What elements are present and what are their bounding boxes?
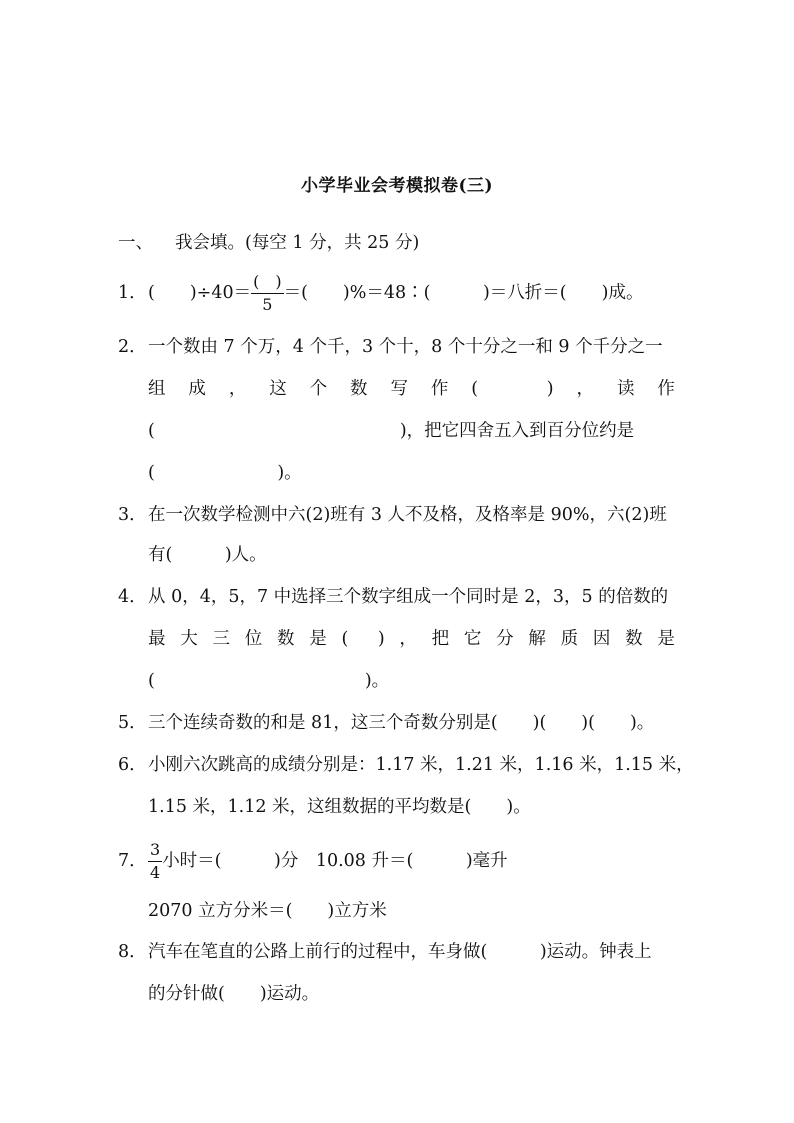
question-number: 8．: [118, 942, 147, 962]
q2-char: 读: [616, 379, 635, 399]
q1-fraction: [251, 274, 284, 313]
q6-text-1: 小刚六次跳高的成绩分别是：1.17 米，1.21 米，1.16 米，1.15 米，: [148, 755, 694, 775]
q4-char: 分: [496, 629, 514, 649]
q4-text-1: 从 0，4，5，7 中选择三个数字组成一个同时是 2，3，5 的倍数的: [148, 587, 669, 607]
q1-part-a: ( )÷40＝: [148, 283, 252, 303]
question-4-line-3: ( )。: [148, 671, 390, 691]
q3-text-1: 在一次数学检测中六(2)班有 3 人不及格，及格率是 90%，六(2)班: [148, 505, 667, 525]
question-6-line-1: [118, 752, 694, 778]
question-number: 2．: [118, 337, 147, 357]
q2-char: 数: [350, 379, 368, 399]
q7-text-1: 小时＝( )分 10.08 升＝( )毫升: [162, 851, 508, 871]
section-title: 我会填。(每空 1 分，共 25 分): [175, 233, 420, 253]
question-1: [118, 274, 643, 313]
q2-char: ): [546, 379, 554, 399]
q2-char: (: [471, 379, 479, 399]
page-title: 小学毕业会考模拟卷(三): [300, 176, 494, 196]
question-4-line-2: [148, 626, 675, 652]
question-3-line-2: 有( )人。: [148, 545, 267, 565]
q4-char: 把: [431, 629, 450, 649]
question-4-line-1: [118, 584, 668, 610]
q2-char: 作: [657, 379, 675, 399]
q2-char: 写: [390, 379, 408, 399]
q2-char: ，: [576, 379, 595, 399]
question-2-line-2: [148, 376, 675, 402]
q4-char: 位: [244, 629, 263, 649]
question-8-line-2: 的分针做( )运动。: [148, 984, 320, 1004]
q4-char: ): [377, 629, 385, 649]
question-2-line-4: ( )。: [148, 463, 302, 483]
question-number: 1．: [118, 283, 147, 303]
q4-char: ，: [399, 629, 417, 649]
q1-part-b: ＝( )%＝48∶( )＝八折＝( )成。: [283, 283, 644, 303]
q4-char: 解: [528, 629, 546, 649]
q4-char: 数: [277, 629, 295, 649]
fraction-numerator: 3: [150, 840, 161, 859]
q2-char: 成: [188, 379, 206, 399]
q7-fraction: [148, 842, 162, 881]
q8-text-1: 汽车在笔直的公路上前行的过程中，车身做( )运动。钟表上: [148, 942, 652, 962]
question-2-line-3: ( )，把它四舍五入到百分位约是: [148, 421, 635, 441]
q4-char: 大: [180, 629, 198, 649]
fraction-denominator: 5: [262, 295, 273, 314]
q2-char: 组: [148, 379, 166, 399]
fraction-numerator: ( ): [253, 272, 282, 291]
section-heading: [118, 230, 419, 256]
q4-char: 它: [463, 629, 482, 649]
question-8-line-1: [118, 939, 652, 965]
q2-char: ，: [228, 379, 247, 399]
q2-text-1: 一个数由 7 个万，4 个千，3 个十，8 个十分之一和 9 个千分之一: [148, 337, 663, 357]
question-number: 5．: [118, 713, 147, 733]
question-number: 7．: [118, 851, 147, 871]
q2-char: 这: [269, 379, 287, 399]
section-index: 一、: [118, 233, 153, 253]
q4-char: 因: [592, 629, 611, 649]
question-number: 3．: [118, 505, 147, 525]
q4-char: 三: [212, 629, 230, 649]
question-5: [118, 710, 654, 736]
question-6-line-2: 1.15 米，1.12 米，这组数据的平均数是( )。: [148, 797, 531, 817]
q5-text: 三个连续奇数的和是 81，这三个奇数分别是( )( )( )。: [148, 713, 655, 733]
fraction-denominator: 4: [150, 863, 161, 882]
question-number: 6．: [118, 755, 147, 775]
question-7-line-2: 2070 立方分米＝( )立方米: [148, 901, 387, 921]
q4-char: 是: [309, 629, 327, 649]
q4-char: (: [341, 629, 349, 649]
q4-char: 质: [560, 629, 579, 649]
q4-char: 是: [657, 629, 675, 649]
question-7-line-1: [118, 842, 508, 881]
question-number: 4．: [118, 587, 147, 607]
q4-char: 数: [625, 629, 643, 649]
question-3-line-1: [118, 502, 667, 528]
q4-char: 最: [148, 629, 166, 649]
q2-char: 个: [309, 379, 328, 399]
question-2-line-1: [118, 334, 663, 360]
q2-char: 作: [430, 379, 449, 399]
